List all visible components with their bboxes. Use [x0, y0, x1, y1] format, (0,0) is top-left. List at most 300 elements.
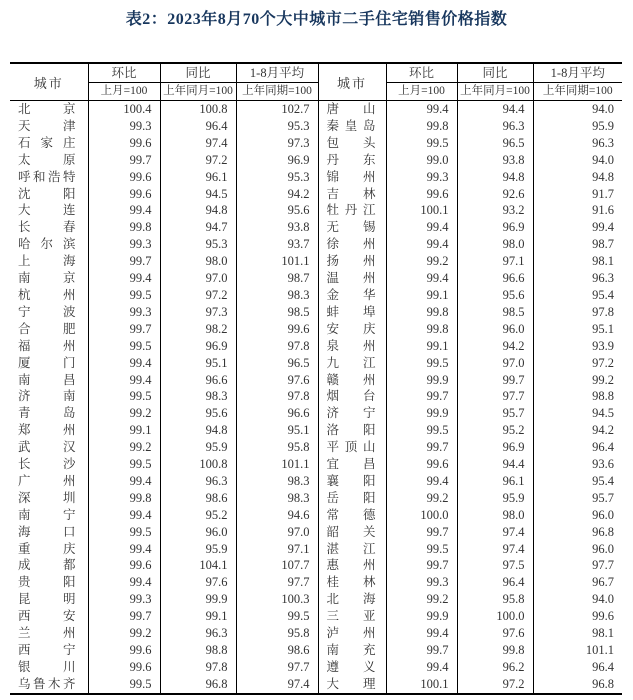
city-cell: 福 州	[18, 338, 76, 353]
table-row	[10, 270, 622, 287]
mom-value: 99.4	[386, 659, 457, 676]
yoy-value: 96.8	[160, 676, 236, 694]
mom-value: 99.4	[386, 625, 457, 642]
city-cell: 乌 鲁 木 齐	[18, 676, 76, 691]
table-row	[10, 388, 622, 405]
header-avg-right: 1-8月平均	[533, 63, 622, 83]
city-cell: 韶 关	[318, 524, 386, 541]
city-cell: 南 京	[18, 271, 76, 286]
table-row	[10, 439, 622, 456]
mom-value: 99.3	[88, 236, 160, 253]
yoy-value: 94.2	[457, 338, 533, 355]
table-row	[10, 135, 622, 152]
subheader-yoy-right: 上年同月=100	[457, 83, 533, 101]
mom-value: 99.6	[88, 642, 160, 659]
yoy-value: 97.6	[457, 625, 533, 642]
mom-value: 99.5	[88, 524, 160, 541]
avg-value: 99.2	[533, 372, 622, 389]
yoy-value: 96.3	[160, 625, 236, 642]
mom-value: 99.3	[88, 591, 160, 608]
avg-value: 96.3	[533, 135, 622, 152]
avg-value: 98.3	[236, 473, 318, 490]
avg-value: 96.7	[533, 574, 622, 591]
subheader-avg-right: 上年同期=100	[533, 83, 622, 101]
header-row-subs	[10, 83, 622, 101]
avg-value: 91.7	[533, 186, 622, 203]
header-city-left: 城市	[10, 63, 88, 101]
mom-value: 99.6	[88, 659, 160, 676]
yoy-value: 96.0	[160, 524, 236, 541]
mom-value: 99.6	[88, 186, 160, 203]
city-cell: 武 汉	[18, 440, 76, 455]
avg-value: 96.4	[533, 439, 622, 456]
yoy-value: 95.8	[457, 591, 533, 608]
yoy-value: 92.6	[457, 186, 533, 203]
avg-value: 98.5	[236, 304, 318, 321]
yoy-value: 95.9	[160, 439, 236, 456]
table-row	[10, 321, 622, 338]
avg-value: 101.1	[533, 642, 622, 659]
header-yoy-right: 同比	[457, 63, 533, 83]
city-cell: 泸 州	[318, 625, 386, 642]
city-cell: 西 安	[18, 609, 76, 624]
mom-value: 99.7	[386, 557, 457, 574]
table-row	[10, 118, 622, 135]
city-cell: 烟 台	[318, 388, 386, 405]
yoy-value: 96.9	[160, 338, 236, 355]
mom-value: 99.7	[88, 253, 160, 270]
avg-value: 97.6	[236, 372, 318, 389]
table-row	[10, 557, 622, 574]
city-cell: 包 头	[318, 135, 386, 152]
mom-value: 99.7	[386, 439, 457, 456]
table-row	[10, 405, 622, 422]
mom-value: 99.7	[88, 152, 160, 169]
city-cell: 金 华	[318, 287, 386, 304]
avg-value: 98.8	[533, 388, 622, 405]
avg-value: 95.4	[533, 473, 622, 490]
mom-value: 99.2	[386, 591, 457, 608]
avg-value: 99.6	[236, 321, 318, 338]
avg-value: 93.6	[533, 456, 622, 473]
yoy-value: 93.8	[457, 152, 533, 169]
mom-value: 99.8	[386, 304, 457, 321]
mom-value: 99.5	[386, 422, 457, 439]
yoy-value: 95.6	[160, 405, 236, 422]
mom-value: 99.6	[88, 557, 160, 574]
yoy-value: 98.8	[160, 642, 236, 659]
subheader-yoy-left: 上年同月=100	[160, 83, 236, 101]
city-cell: 石 家 庄	[18, 135, 76, 150]
city-cell: 长 沙	[18, 457, 76, 472]
avg-value: 99.5	[236, 608, 318, 625]
city-cell: 重 庆	[18, 541, 76, 556]
avg-value: 97.7	[236, 659, 318, 676]
avg-value: 96.9	[236, 152, 318, 169]
yoy-value: 98.0	[160, 253, 236, 270]
table-row	[10, 574, 622, 591]
table-row	[10, 608, 622, 625]
avg-value: 95.7	[533, 490, 622, 507]
header-yoy-left: 同比	[160, 63, 236, 83]
table-row	[10, 236, 622, 253]
table-row	[10, 253, 622, 270]
table-row	[10, 202, 622, 219]
table-row	[10, 152, 622, 169]
mom-value: 99.4	[88, 574, 160, 591]
yoy-value: 96.0	[457, 321, 533, 338]
avg-value: 96.8	[533, 524, 622, 541]
mom-value: 99.4	[88, 541, 160, 558]
yoy-value: 97.5	[457, 557, 533, 574]
table-row	[10, 338, 622, 355]
city-cell: 徐 州	[318, 236, 386, 253]
city-cell: 昆 明	[18, 592, 76, 607]
mom-value: 99.8	[386, 118, 457, 135]
table-row	[10, 659, 622, 676]
city-cell: 西 宁	[18, 643, 76, 657]
table-row	[10, 541, 622, 558]
table-row	[10, 473, 622, 490]
avg-value: 95.3	[236, 118, 318, 135]
city-cell: 九 江	[318, 355, 386, 372]
city-cell: 青 岛	[18, 406, 76, 421]
yoy-value: 97.4	[457, 524, 533, 541]
yoy-value: 98.3	[160, 388, 236, 405]
avg-value: 95.1	[533, 321, 622, 338]
yoy-value: 97.2	[160, 287, 236, 304]
mom-value: 99.7	[88, 608, 160, 625]
avg-value: 97.2	[533, 355, 622, 372]
mom-value: 99.5	[88, 456, 160, 473]
avg-value: 95.3	[236, 169, 318, 186]
avg-value: 97.1	[236, 541, 318, 558]
city-cell: 长 春	[18, 220, 76, 235]
avg-value: 97.0	[236, 524, 318, 541]
avg-value: 93.8	[236, 219, 318, 236]
yoy-value: 96.5	[457, 135, 533, 152]
table-row	[10, 355, 622, 372]
table-row	[10, 169, 622, 186]
mom-value: 99.2	[88, 625, 160, 642]
mom-value: 99.6	[88, 169, 160, 186]
city-cell: 太 原	[18, 152, 76, 167]
avg-value: 96.0	[533, 507, 622, 524]
city-cell: 兰 州	[18, 626, 76, 641]
city-cell: 北 海	[318, 591, 386, 608]
mom-value: 99.4	[88, 507, 160, 524]
mom-value: 99.5	[386, 135, 457, 152]
city-cell: 岳 阳	[318, 490, 386, 507]
city-cell: 银 川	[18, 659, 76, 674]
table-row	[10, 101, 622, 118]
city-cell: 哈 尔 滨	[18, 237, 76, 252]
mom-value: 99.4	[386, 101, 457, 118]
city-cell: 桂 林	[318, 574, 386, 591]
avg-value: 102.7	[236, 101, 318, 118]
yoy-value: 99.7	[457, 372, 533, 389]
yoy-value: 99.1	[160, 608, 236, 625]
table-row	[10, 625, 622, 642]
avg-value: 95.6	[236, 202, 318, 219]
table-row	[10, 372, 622, 389]
header-avg-left: 1-8月平均	[236, 63, 318, 83]
avg-value: 97.8	[533, 304, 622, 321]
mom-value: 99.3	[88, 118, 160, 135]
header-city-right: 城市	[318, 63, 386, 101]
mom-value: 99.2	[386, 253, 457, 270]
avg-value: 94.0	[533, 101, 622, 118]
yoy-value: 94.4	[457, 456, 533, 473]
yoy-value: 97.0	[457, 355, 533, 372]
yoy-value: 96.3	[457, 118, 533, 135]
mom-value: 99.6	[386, 186, 457, 203]
city-cell: 厦 门	[18, 355, 76, 370]
yoy-value: 95.3	[160, 236, 236, 253]
city-cell: 大 连	[18, 203, 76, 218]
city-cell: 宜 昌	[318, 456, 386, 473]
mom-value: 99.4	[88, 372, 160, 389]
city-cell: 贵 阳	[18, 575, 76, 590]
avg-value: 98.7	[533, 236, 622, 253]
yoy-value: 95.6	[457, 287, 533, 304]
avg-value: 97.4	[236, 676, 318, 694]
mom-value: 99.9	[386, 372, 457, 389]
table-row	[10, 456, 622, 473]
yoy-value: 100.8	[160, 101, 236, 118]
avg-value: 94.0	[533, 152, 622, 169]
header-row-groups	[10, 63, 622, 83]
avg-value: 96.4	[533, 659, 622, 676]
yoy-value: 98.5	[457, 304, 533, 321]
mom-value: 99.7	[386, 524, 457, 541]
mom-value: 99.7	[386, 388, 457, 405]
yoy-value: 98.6	[160, 490, 236, 507]
yoy-value: 100.0	[457, 608, 533, 625]
city-cell: 北 京	[18, 102, 76, 116]
avg-value: 97.7	[533, 557, 622, 574]
mom-value: 99.8	[386, 321, 457, 338]
mom-value: 99.3	[88, 304, 160, 321]
mom-value: 100.1	[386, 676, 457, 694]
avg-value: 98.3	[236, 490, 318, 507]
yoy-value: 98.0	[457, 507, 533, 524]
mom-value: 99.4	[386, 236, 457, 253]
avg-value: 94.5	[533, 405, 622, 422]
city-cell: 郑 州	[18, 423, 76, 438]
yoy-value: 97.8	[160, 659, 236, 676]
city-cell: 济 宁	[318, 405, 386, 422]
avg-value: 96.6	[236, 405, 318, 422]
avg-value: 93.7	[236, 236, 318, 253]
yoy-value: 96.4	[160, 118, 236, 135]
yoy-value: 97.0	[160, 270, 236, 287]
avg-value: 97.7	[236, 574, 318, 591]
city-cell: 唐 山	[318, 101, 386, 118]
yoy-value: 97.3	[160, 304, 236, 321]
table-row	[10, 507, 622, 524]
city-cell: 南 昌	[18, 372, 76, 387]
city-cell: 合 肥	[18, 321, 76, 336]
yoy-value: 97.4	[160, 135, 236, 152]
city-cell: 牡 丹 江	[318, 202, 386, 219]
mom-value: 99.8	[88, 490, 160, 507]
yoy-value: 94.5	[160, 186, 236, 203]
city-cell: 丹 东	[318, 152, 386, 169]
mom-value: 100.1	[386, 202, 457, 219]
table-row	[10, 186, 622, 203]
avg-value: 94.6	[236, 507, 318, 524]
mom-value: 99.5	[88, 676, 160, 694]
mom-value: 99.4	[386, 270, 457, 287]
city-cell: 呼 和 浩 特	[18, 169, 76, 184]
mom-value: 99.4	[88, 270, 160, 287]
yoy-value: 94.8	[457, 169, 533, 186]
yoy-value: 95.9	[457, 490, 533, 507]
yoy-value: 95.1	[160, 355, 236, 372]
city-cell: 赣 州	[318, 372, 386, 389]
mom-value: 99.4	[88, 202, 160, 219]
header-mom-right: 环比	[386, 63, 457, 83]
city-cell: 南 宁	[18, 507, 76, 522]
mom-value: 99.1	[386, 338, 457, 355]
table-row	[10, 591, 622, 608]
avg-value: 97.3	[236, 135, 318, 152]
mom-value: 99.9	[386, 405, 457, 422]
mom-value: 99.9	[386, 608, 457, 625]
yoy-value: 95.2	[160, 507, 236, 524]
mom-value: 100.4	[88, 101, 160, 118]
city-cell: 成 都	[18, 558, 76, 573]
table-row	[10, 304, 622, 321]
subheader-mom-left: 上月=100	[88, 83, 160, 101]
city-cell: 无 锡	[318, 219, 386, 236]
city-cell: 蚌 埠	[318, 304, 386, 321]
city-cell: 南 充	[318, 642, 386, 659]
subheader-mom-right: 上月=100	[386, 83, 457, 101]
city-cell: 济 南	[18, 389, 76, 404]
city-cell: 三 亚	[318, 608, 386, 625]
city-cell: 遵 义	[318, 659, 386, 676]
avg-value: 95.8	[236, 439, 318, 456]
city-cell: 安 庆	[318, 321, 386, 338]
mom-value: 99.0	[386, 152, 457, 169]
avg-value: 107.7	[236, 557, 318, 574]
yoy-value: 97.7	[457, 388, 533, 405]
mom-value: 99.3	[386, 169, 457, 186]
yoy-value: 97.2	[160, 152, 236, 169]
avg-value: 97.8	[236, 338, 318, 355]
city-cell: 惠 州	[318, 557, 386, 574]
table-row	[10, 287, 622, 304]
mom-value: 99.2	[386, 490, 457, 507]
avg-value: 98.7	[236, 270, 318, 287]
mom-value: 99.7	[386, 642, 457, 659]
city-cell: 秦 皇 岛	[318, 118, 386, 135]
avg-value: 94.8	[533, 169, 622, 186]
city-cell: 襄 阳	[318, 473, 386, 490]
yoy-value: 96.9	[457, 439, 533, 456]
yoy-value: 96.1	[160, 169, 236, 186]
mom-value: 100.0	[386, 507, 457, 524]
mom-value: 99.2	[88, 439, 160, 456]
yoy-value: 94.8	[160, 422, 236, 439]
city-cell: 平 顶 山	[318, 439, 386, 456]
avg-value: 96.5	[236, 355, 318, 372]
mom-value: 99.4	[386, 219, 457, 236]
mom-value: 99.6	[386, 456, 457, 473]
yoy-value: 100.8	[160, 456, 236, 473]
yoy-value: 96.6	[160, 372, 236, 389]
city-cell: 泉 州	[318, 338, 386, 355]
yoy-value: 95.7	[457, 405, 533, 422]
yoy-value: 97.6	[160, 574, 236, 591]
mom-value: 99.5	[88, 388, 160, 405]
city-cell: 上 海	[18, 254, 76, 269]
city-cell: 锦 州	[318, 169, 386, 186]
subheader-avg-left: 上年同期=100	[236, 83, 318, 101]
avg-value: 98.1	[533, 253, 622, 270]
city-cell: 洛 阳	[318, 422, 386, 439]
city-cell: 温 州	[318, 270, 386, 287]
avg-value: 97.8	[236, 388, 318, 405]
avg-value: 96.3	[533, 270, 622, 287]
mom-value: 99.5	[386, 355, 457, 372]
avg-value: 98.1	[533, 625, 622, 642]
yoy-value: 95.9	[160, 541, 236, 558]
avg-value: 99.6	[533, 608, 622, 625]
city-cell: 广 州	[18, 473, 76, 488]
header-mom-left: 环比	[88, 63, 160, 83]
yoy-value: 99.8	[457, 642, 533, 659]
table-row	[10, 524, 622, 541]
mom-value: 99.2	[88, 405, 160, 422]
page-title: 表2：2023年8月70个大中城市二手住宅销售价格指数	[125, 11, 508, 28]
city-cell: 扬 州	[318, 253, 386, 270]
avg-value: 98.6	[236, 642, 318, 659]
avg-value: 94.2	[533, 422, 622, 439]
table-body	[10, 101, 622, 694]
avg-value: 93.9	[533, 338, 622, 355]
mom-value: 99.5	[88, 287, 160, 304]
city-cell: 海 口	[18, 524, 76, 539]
yoy-value: 97.4	[457, 541, 533, 558]
city-cell: 杭 州	[18, 287, 76, 302]
mom-value: 99.8	[88, 219, 160, 236]
yoy-value: 96.6	[457, 270, 533, 287]
city-cell: 宁 波	[18, 304, 76, 319]
city-cell: 大 理	[318, 676, 386, 694]
city-cell: 常 德	[318, 507, 386, 524]
yoy-value: 96.4	[457, 574, 533, 591]
avg-value: 94.2	[236, 186, 318, 203]
avg-value: 95.4	[533, 287, 622, 304]
yoy-value: 96.1	[457, 473, 533, 490]
table-row	[10, 490, 622, 507]
table-row	[10, 642, 622, 659]
mom-value: 99.7	[88, 321, 160, 338]
mom-value: 99.1	[88, 422, 160, 439]
avg-value: 91.6	[533, 202, 622, 219]
city-cell: 吉 林	[318, 186, 386, 203]
price-index-table	[10, 62, 622, 695]
yoy-value: 94.8	[160, 202, 236, 219]
yoy-value: 96.2	[457, 659, 533, 676]
mom-value: 99.4	[88, 355, 160, 372]
avg-value: 99.4	[533, 219, 622, 236]
yoy-value: 97.1	[457, 253, 533, 270]
yoy-value: 94.7	[160, 219, 236, 236]
